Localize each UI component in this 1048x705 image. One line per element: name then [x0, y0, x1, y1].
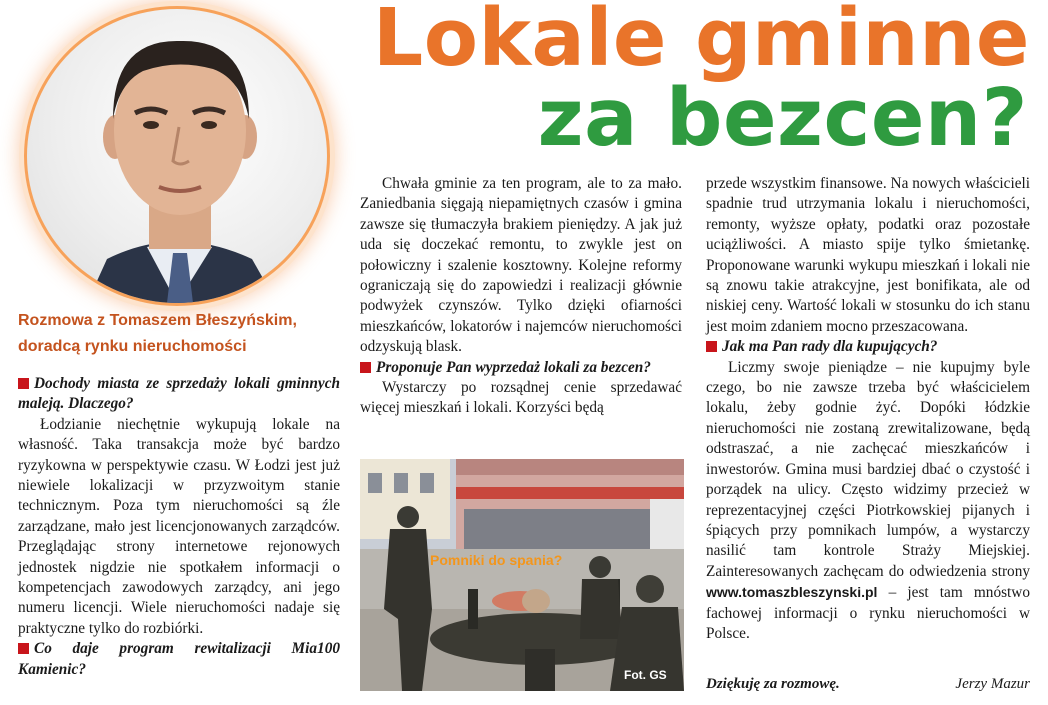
- answer-3-start: Wystarczy po rozsądnej cenie sprzedawać więcej mieszkań i lokali. Korzyści będą: [360, 379, 682, 417]
- answer-1: Łodzianie niechętnie wykupują lokale na własność. Taka transakcja może być bardzo ryzykowna w perspektywie czasu. W Łodzi jest już niewiele lokalizacji w przyzwoitym stanie technicznym. Poza tym nieruchomości są źle zarządzane, mało jest licencjonowanych zarządców. Przeglądając strony internetowe rejonowych jednostek nigdzie nie spotkałem informacji o kompetencjach zawodowych zarządcy, ani jego numeru licencji. Wiele nieruchomości nadaje się praktyczne tylko do rozbiórki.: [18, 415, 340, 637]
- photo-caption: Pomniki do spania?: [430, 552, 563, 568]
- question-1: [18, 374, 340, 415]
- photo-credit: Fot. GS: [624, 668, 667, 682]
- answer-3-continued: przede wszystkim finansowe. Na nowych właścicieli spadnie trud utrzymania lokalu i nieruchomości, remonty, wyższe opłaty, podatki oraz pozostałe uciążliwości. A miasto spije tylko śmietankę. Proponowane warunki wykupu mieszkań i lokali nie są znowu takie atrakcyjne, jest bonifikata, ale od niskiej ceny. Wartość lokali w stosunku do ich stanu jest moim zdaniem mocno przeszacowana.: [706, 175, 1030, 335]
- question-3-text: Proponuje Pan wyprzedaż lokali za bezcen?: [376, 358, 651, 376]
- signature-line: [706, 676, 1030, 693]
- author-name: Jerzy Mazur: [955, 676, 1030, 692]
- question-marker-icon: [360, 362, 371, 373]
- answer-2: Chwała gminie za ten program, ale to za mało. Zaniedbania sięgają niepamiętnych czasów i gmina zawsze się tłumaczyła brakiem pieniędzy. A jak już uda się doczekać remontu, to zwykle jest on połowiczny i szalenie kosztowny. Kolejne reformy ograniczają się do zapowiedzi i realizacji głównie podwyżek czynszów. Tylko dzięki ofiarności mieszkańców, lokatorów i najemców nieruchomości odzyskują blask.: [360, 175, 682, 356]
- website-link[interactable]: www.tomaszbleszynski.pl: [706, 584, 878, 601]
- question-marker-icon: [18, 643, 29, 654]
- question-marker-icon: [18, 378, 29, 389]
- answer-4-text: Liczmy swoje pieniądze – nie kupujmy byle czego, bo nie zawsze trzeba być właścicielem lokalu, żeby godnie żyć. Dopóki łódzkie nieruchomości nie zostaną zrewitalizowane, będą odstraszać, a nie zachęcać mieszkańców i inwestorów. Gmina musi bardziej dbać o czystość i porządek na ulicy. Często widzimy przecież w reprezentacyjnej części Piotrkowskiej pijanych i śpiących przy pomnikach lumpów, a wystarczy nasilić tam kontrole Straży Miejskiej. Zainteresowanych zachęcam do odwiedzenia strony: [706, 358, 1030, 580]
- portrait-illustration: [27, 9, 327, 303]
- answer-4: [706, 358, 1030, 645]
- street-photo: [360, 459, 684, 691]
- question-3: [360, 358, 682, 378]
- thanks-text: Dziękuję za rozmowę.: [706, 676, 840, 692]
- interview-byline: [18, 308, 338, 360]
- street-photo-illustration: [360, 459, 684, 691]
- question-4-text: Jak ma Pan rady dla kupujących?: [722, 338, 938, 356]
- answer-4-end: – jest tam mnóstwo fachowej informacji o rynku nieruchomości w Polsce.: [706, 584, 1030, 642]
- portrait-photo: [24, 6, 330, 306]
- article-column-3: [706, 174, 1030, 644]
- question-2: [18, 639, 340, 680]
- byline-line-2: doradcą rynku nieruchomości: [18, 338, 247, 355]
- question-4: [706, 337, 1030, 357]
- question-2-text: Co daje program rewitalizacji Mia100 Kamienic?: [18, 640, 340, 678]
- byline-line-1: Rozmowa z Tomaszem Błeszyńskim,: [18, 312, 297, 329]
- headline-line-1: Lokale gminne: [372, 0, 1030, 84]
- question-marker-icon: [706, 341, 717, 352]
- article-column-2: [360, 174, 682, 419]
- headline-line-2: za bezcen?: [537, 72, 1028, 164]
- article-column-1: [18, 374, 340, 680]
- question-1-text: Dochody miasta ze sprzedaży lokali gminnych maleją. Dlaczego?: [18, 375, 340, 413]
